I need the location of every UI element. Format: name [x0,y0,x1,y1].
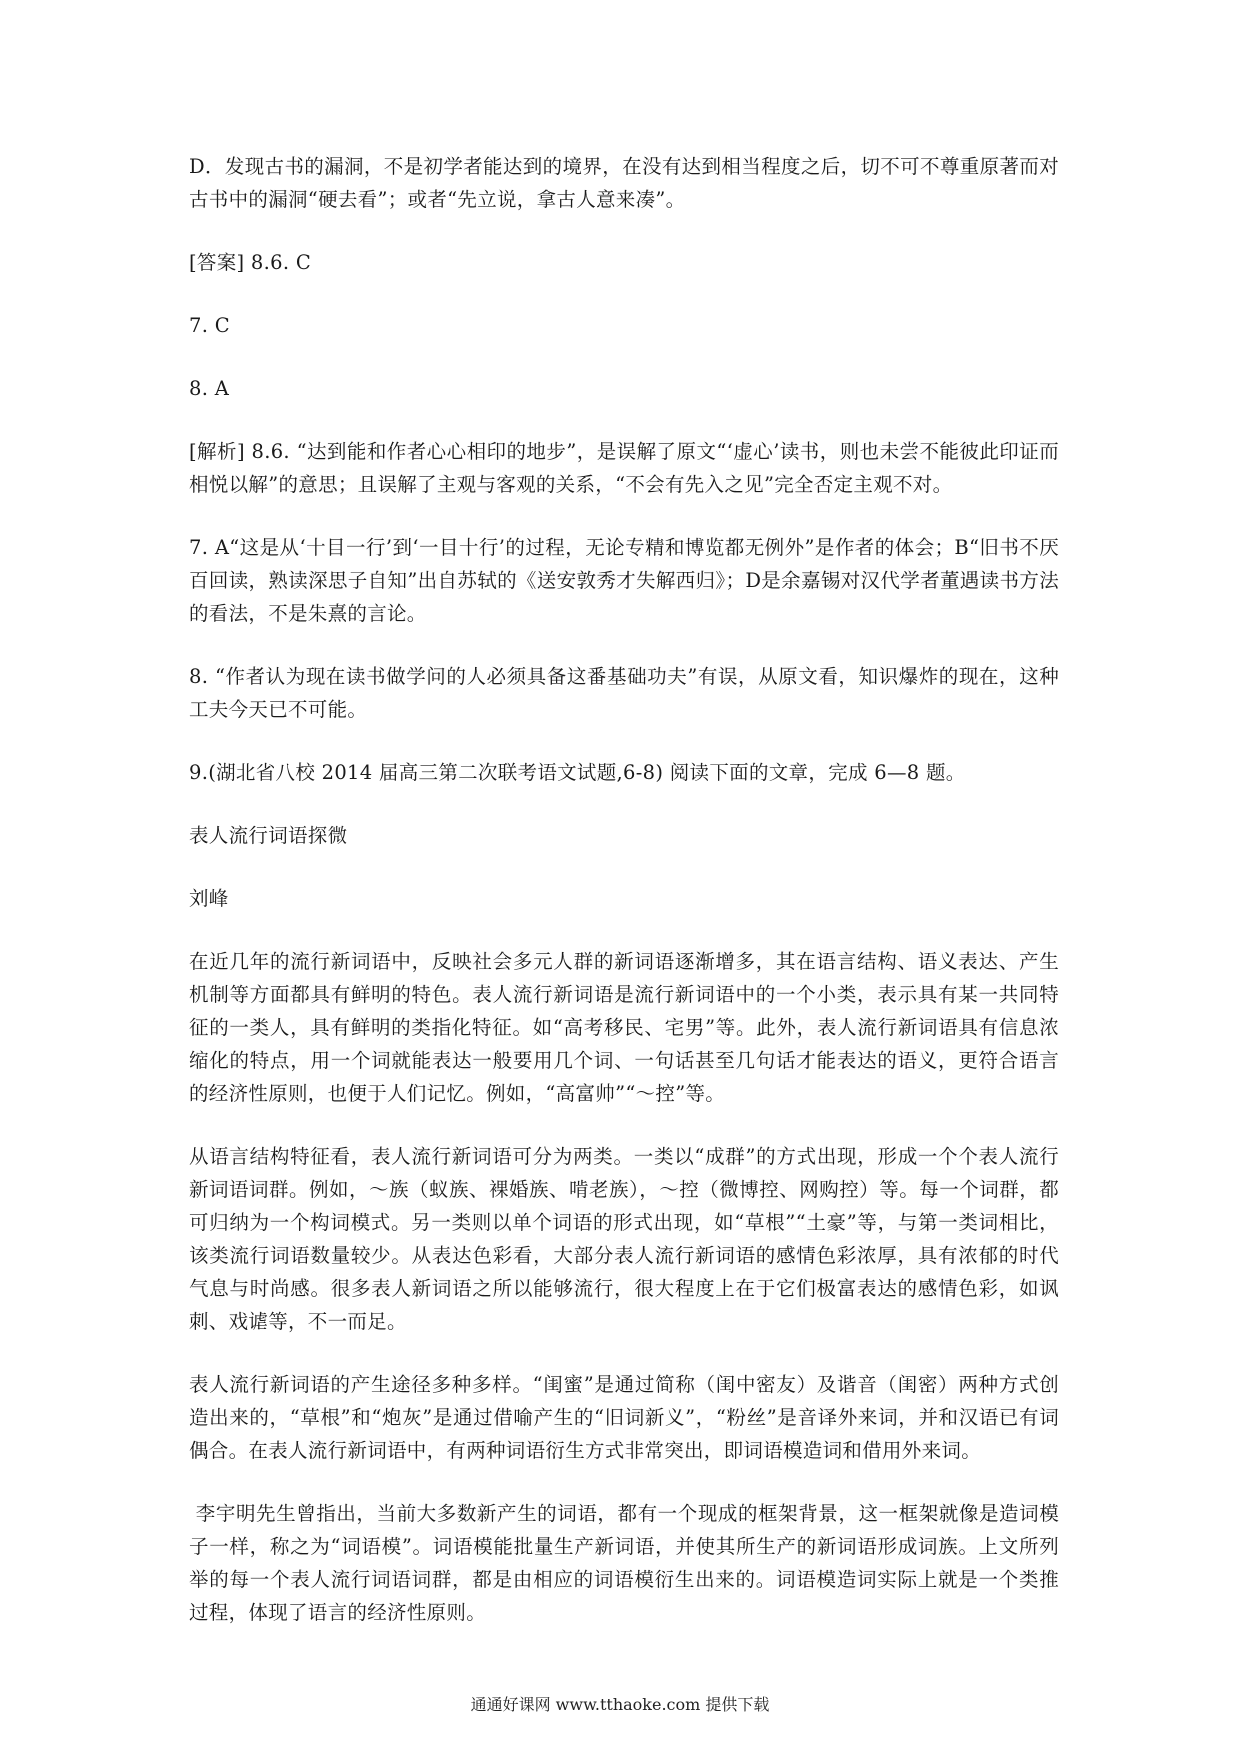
article-paragraph-4: 李宇明先生曾指出，当前大多数新产生的词语，都有一个现成的框架背景，这一框架就像是造词模子一样，称之为“词语模”。词语模能批量生产新词语，并使其所生产的新词语形成词族。上文所列举的每一个表人流行词语词群，都是由相应的词语模衍生出来的。词语模造词实际上就是一个类推过程，体现了语言的经济性原则。 [189,1502,1059,1624]
answer-8: 8. A [189,377,230,400]
analysis-7-paragraph: 7. A“这是从‘十目一行’到‘一目十行’的过程，无论专精和博览都无例外”是作者的体会；B“旧书不厌百回读，熟读深思子自知”出自苏轼的《送安敦秀才失解西归》；D是余嘉锡对汉代学者董遇读书方法的看法，不是朱熹的言论。 [189,536,1059,625]
option-d-paragraph: D．发现古书的漏洞，不是初学者能达到的境界，在没有达到相当程度之后，切不可不尊重原著而对古书中的漏洞“硬去看”；或者“先立说，拿古人意来凑”。 [189,155,1059,211]
article-author: 刘峰 [189,887,229,910]
page-footer: 通通好课网 www.tthaoke.com 提供下载 [470,1695,770,1714]
article-paragraph-1: 在近几年的流行新词语中，反映社会多元人群的新词语逐渐增多，其在语言结构、语义表达、产生机制等方面都具有鲜明的特色。表人流行新词语是流行新词语中的一个小类，表示具有某一共同特征的一类人，具有鲜明的类指化特征。如“高考移民、宅男”等。此外，表人流行新词语具有信息浓缩化的特点，用一个词就能表达一般要用几个词、一句话甚至几句话才能表达的语义，更符合语言的经济性原则，也便于人们记忆。例如，“高富帅”“～控”等。 [189,950,1059,1105]
article-paragraph-2: 从语言结构特征看，表人流行新词语可分为两类。一类以“成群”的方式出现，形成一个个表人流行新词语词群。例如，～族（蚁族、裸婚族、啃老族），～控（微博控、网购控）等。每一个词群，都可归纳为一个构词模式。另一类则以单个词语的形式出现，如“草根”“土豪”等，与第一类词相比，该类流行词语数量较少。从表达色彩看，大部分表人流行新词语的感情色彩浓厚，具有浓郁的时代气息与时尚感。很多表人新词语之所以能够流行，很大程度上在于它们极富表达的感情色彩，如讽刺、戏谑等，不一而足。 [189,1145,1059,1333]
question-9-intro: 9.(湖北省八校 2014 届高三第二次联考语文试题,6-8) 阅读下面的文章，完成 6—8 题。 [189,761,966,784]
answer-7: 7. C [189,314,230,337]
article-paragraph-3: 表人流行新词语的产生途径多种多样。“闺蜜”是通过简称（闺中密友）及谐音（闺密）两种方式创造出来的，“草根”和“炮灰”是通过借喻产生的“旧词新义”，“粉丝”是音译外来词，并和汉语已有词偶合。在表人流行新词语中，有两种词语衍生方式非常突出，即词语模造词和借用外来词。 [189,1373,1059,1462]
analysis-6-paragraph: [解析] 8.6. “达到能和作者心心相印的地步”，是误解了原文“‘虚心’读书，则也未尝不能彼此印证而相悦以解”的意思；且误解了主观与客观的关系，“不会有先入之见”完全否定主观不对。 [189,440,1059,496]
article-title: 表人流行词语探微 [189,824,348,847]
analysis-8-paragraph: 8. “作者认为现在读书做学问的人必须具备这番基础功夫”有误，从原文看，知识爆炸的现在，这种工夫今天已不可能。 [189,665,1059,721]
document-body [189,150,1059,1659]
answer-label: [答案] 8.6. C [189,251,312,274]
